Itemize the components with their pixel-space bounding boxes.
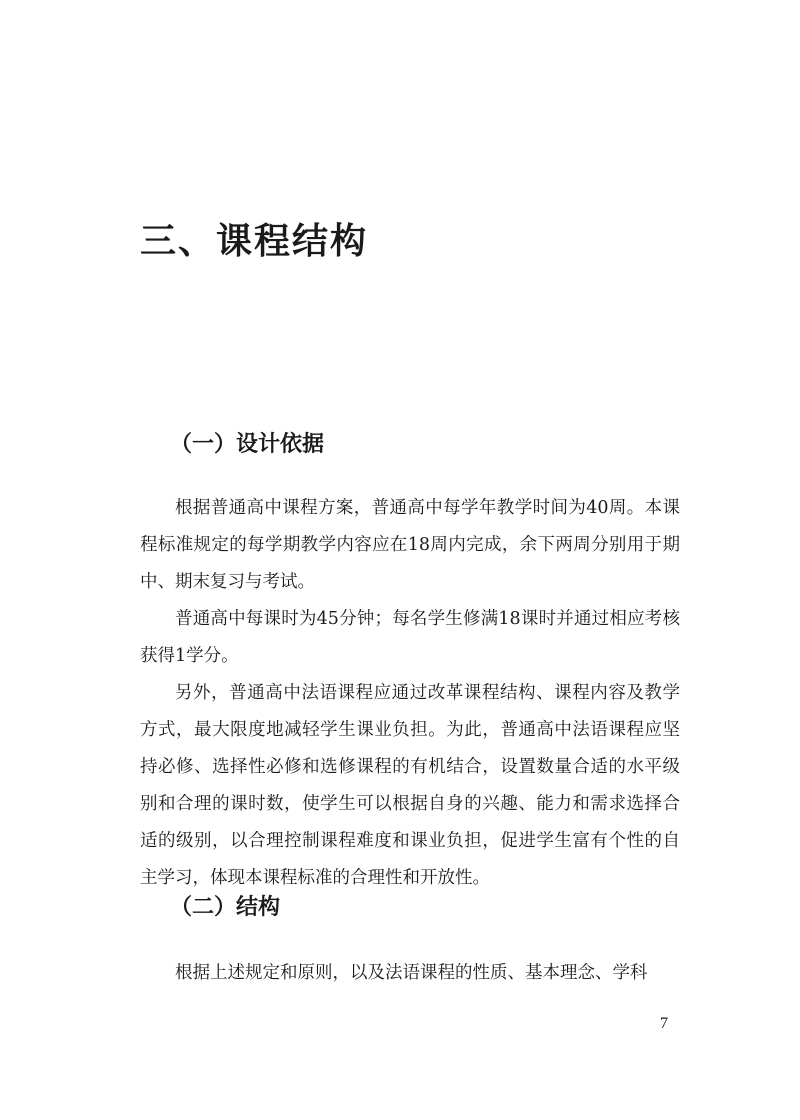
page-number: 7 bbox=[660, 1015, 668, 1032]
paragraph: 根据普通高中课程方案，普通高中每学年教学时间为40周。本课程标准规定的每学期教学内容应在18周内完成，余下两周分别用于期中、期末复习与考试。 bbox=[140, 498, 680, 592]
paragraph: 根据上述规定和原则，以及法语课程的性质、基本理念、学科 bbox=[175, 963, 648, 983]
section-body-design-basis bbox=[140, 490, 680, 897]
section-body-structure bbox=[140, 955, 680, 992]
paragraph: 另外，普通高中法语课程应通过改革课程结构、课程内容及教学方式，最大限度地减轻学生课业负担。为此，普通高中法语课程应坚持必修、选择性必修和选修课程的有机结合，设置数量合适的水平级别和合理的课时数，使学生可以根据自身的兴趣、能力和需求选择合适的级别，以合理控制课程难度和课业负担，促进学生富有个性的自主学习，体现本课程标准的合理性和开放性。 bbox=[140, 683, 680, 888]
section-heading-design-basis: （一）设计依据 bbox=[170, 432, 325, 457]
paragraph: 普通高中每课时为45分钟；每名学生修满18课时并通过相应考核获得1学分。 bbox=[140, 609, 680, 666]
section-heading-structure: （二）结构 bbox=[170, 895, 281, 920]
chapter-title: 三、课程结构 bbox=[140, 221, 369, 262]
